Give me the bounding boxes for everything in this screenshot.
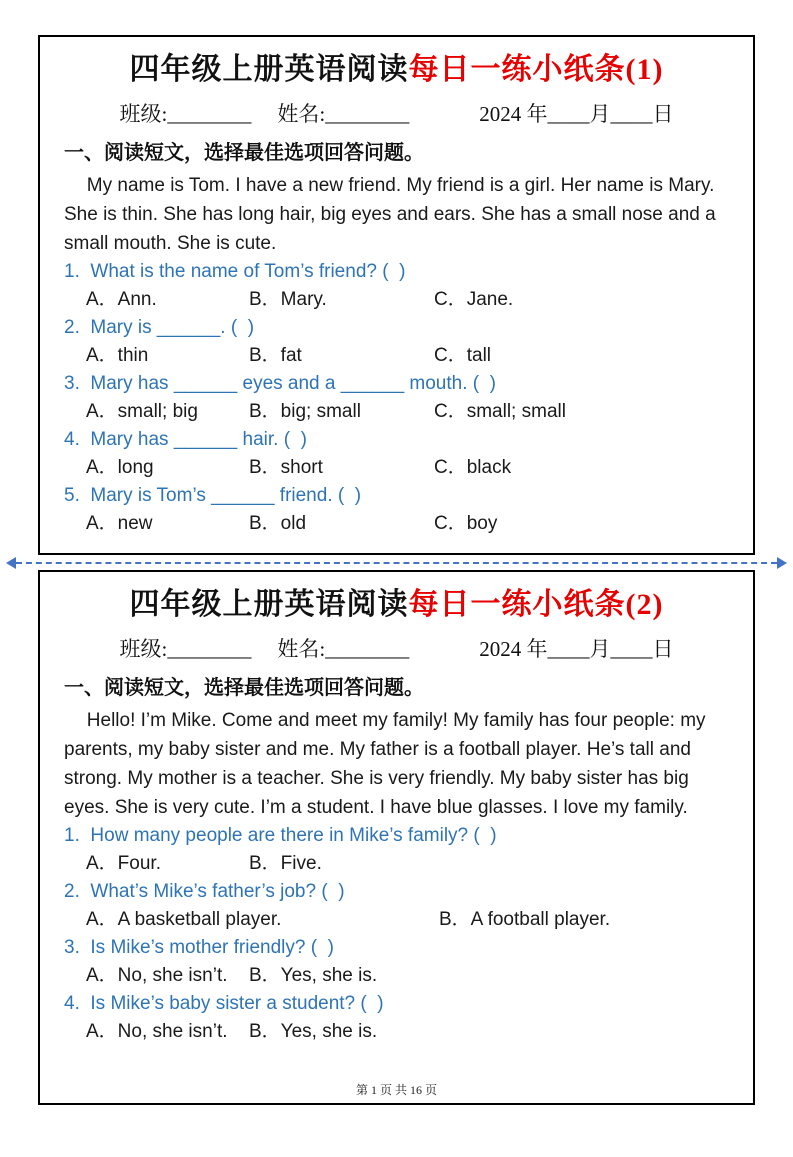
question-1	[64, 822, 729, 878]
question-text: 2. What’s Mike’s father’s job? ( )	[64, 881, 345, 902]
options-row	[64, 286, 729, 314]
option-b: B．Five.	[249, 853, 322, 874]
question-text: 1. How many people are there in Mike’s family? ( )	[64, 825, 497, 846]
name-field: 姓名:________	[277, 102, 410, 126]
option-b: B．Yes, she is.	[249, 965, 378, 986]
worksheet-title	[64, 51, 729, 89]
question-text: 4. Is Mike’s baby sister a student? ( )	[64, 993, 384, 1014]
page-footer: 第 1 页 共 16 页	[355, 1083, 437, 1097]
option-c: C．Jane.	[434, 289, 514, 310]
title-text: 四年级上册英语阅读	[129, 588, 409, 621]
question-3	[64, 934, 729, 990]
worksheet-2	[38, 570, 755, 1105]
dashed-line	[16, 562, 777, 564]
left-arrow-icon	[6, 557, 16, 569]
question-4	[64, 990, 729, 1046]
question-text: 4. Mary has ______ hair. ( )	[64, 429, 307, 450]
option-a: A．No, she isn’t.	[86, 965, 228, 986]
question-text: 5. Mary is Tom’s ______ friend. ( )	[64, 485, 362, 506]
section-heading: 一、阅读短文，选择最佳选项回答问题。	[64, 677, 424, 699]
option-a: A．new	[86, 513, 153, 534]
worksheet-1	[38, 35, 755, 555]
question-3	[64, 370, 729, 426]
question-text: 3. Mary has ______ eyes and a ______ mouth. ( )	[64, 373, 496, 394]
title-highlight: 每日一练小纸条(1)	[408, 53, 664, 86]
date-field: 2024 年____月____日	[479, 637, 674, 661]
option-a: A．A basketball player.	[86, 909, 282, 930]
option-b: B．Mary.	[249, 289, 327, 310]
options-row	[64, 398, 729, 426]
option-c: C．tall	[434, 345, 492, 366]
title-highlight: 每日一练小纸条(2)	[408, 588, 664, 621]
options-row	[64, 1018, 729, 1046]
options-row	[64, 454, 729, 482]
options-row	[64, 342, 729, 370]
name-field: 姓名:________	[277, 637, 410, 661]
option-b: B．short	[249, 457, 323, 478]
section-heading: 一、阅读短文，选择最佳选项回答问题。	[64, 142, 424, 164]
option-b: B．A football player.	[439, 909, 611, 930]
option-a: A．long	[86, 457, 154, 478]
passage: Hello! I’m Mike. Come and meet my family! My family has four people: my parents, my baby sister and me. My father is a football player. He’s tall and strong. My mother is a teacher. She is very friendly. My baby sister has big eyes. She is very cute. I’m a student. I have blue glasses. I love my family.	[64, 710, 711, 818]
cut-line	[6, 555, 787, 570]
class-field: 班级:________	[119, 102, 252, 126]
option-a: A．No, she isn’t.	[86, 1021, 228, 1042]
right-arrow-icon	[777, 557, 787, 569]
option-c: C．boy	[434, 513, 498, 534]
question-text: 3. Is Mike’s mother friendly? ( )	[64, 937, 334, 958]
info-line	[64, 99, 729, 129]
options-row	[64, 962, 729, 990]
option-a: A．thin	[86, 345, 149, 366]
option-a: A．Four.	[86, 853, 161, 874]
passage: My name is Tom. I have a new friend. My friend is a girl. Her name is Mary. She is thin. She has long hair, big eyes and ears. She has a small nose and a small mouth. She is cute.	[64, 175, 721, 254]
option-a: A．Ann.	[86, 289, 157, 310]
options-row	[64, 906, 729, 934]
question-1	[64, 258, 729, 314]
worksheet-title	[64, 586, 729, 624]
options-row	[64, 850, 729, 878]
option-b: B．old	[249, 513, 307, 534]
question-text: 1. What is the name of Tom’s friend? ( )	[64, 261, 406, 282]
date-field: 2024 年____月____日	[479, 102, 674, 126]
info-line	[64, 634, 729, 664]
question-text: 2. Mary is ______. ( )	[64, 317, 255, 338]
title-text: 四年级上册英语阅读	[129, 53, 409, 86]
option-b: B．Yes, she is.	[249, 1021, 378, 1042]
question-5	[64, 482, 729, 538]
question-4	[64, 426, 729, 482]
option-b: B．fat	[249, 345, 302, 366]
option-a: A．small; big	[86, 401, 198, 422]
option-c: C．small; small	[434, 401, 566, 422]
option-c: C．black	[434, 457, 512, 478]
option-b: B．big; small	[249, 401, 361, 422]
question-2	[64, 878, 729, 934]
question-2	[64, 314, 729, 370]
options-row	[64, 510, 729, 538]
class-field: 班级:________	[119, 637, 252, 661]
